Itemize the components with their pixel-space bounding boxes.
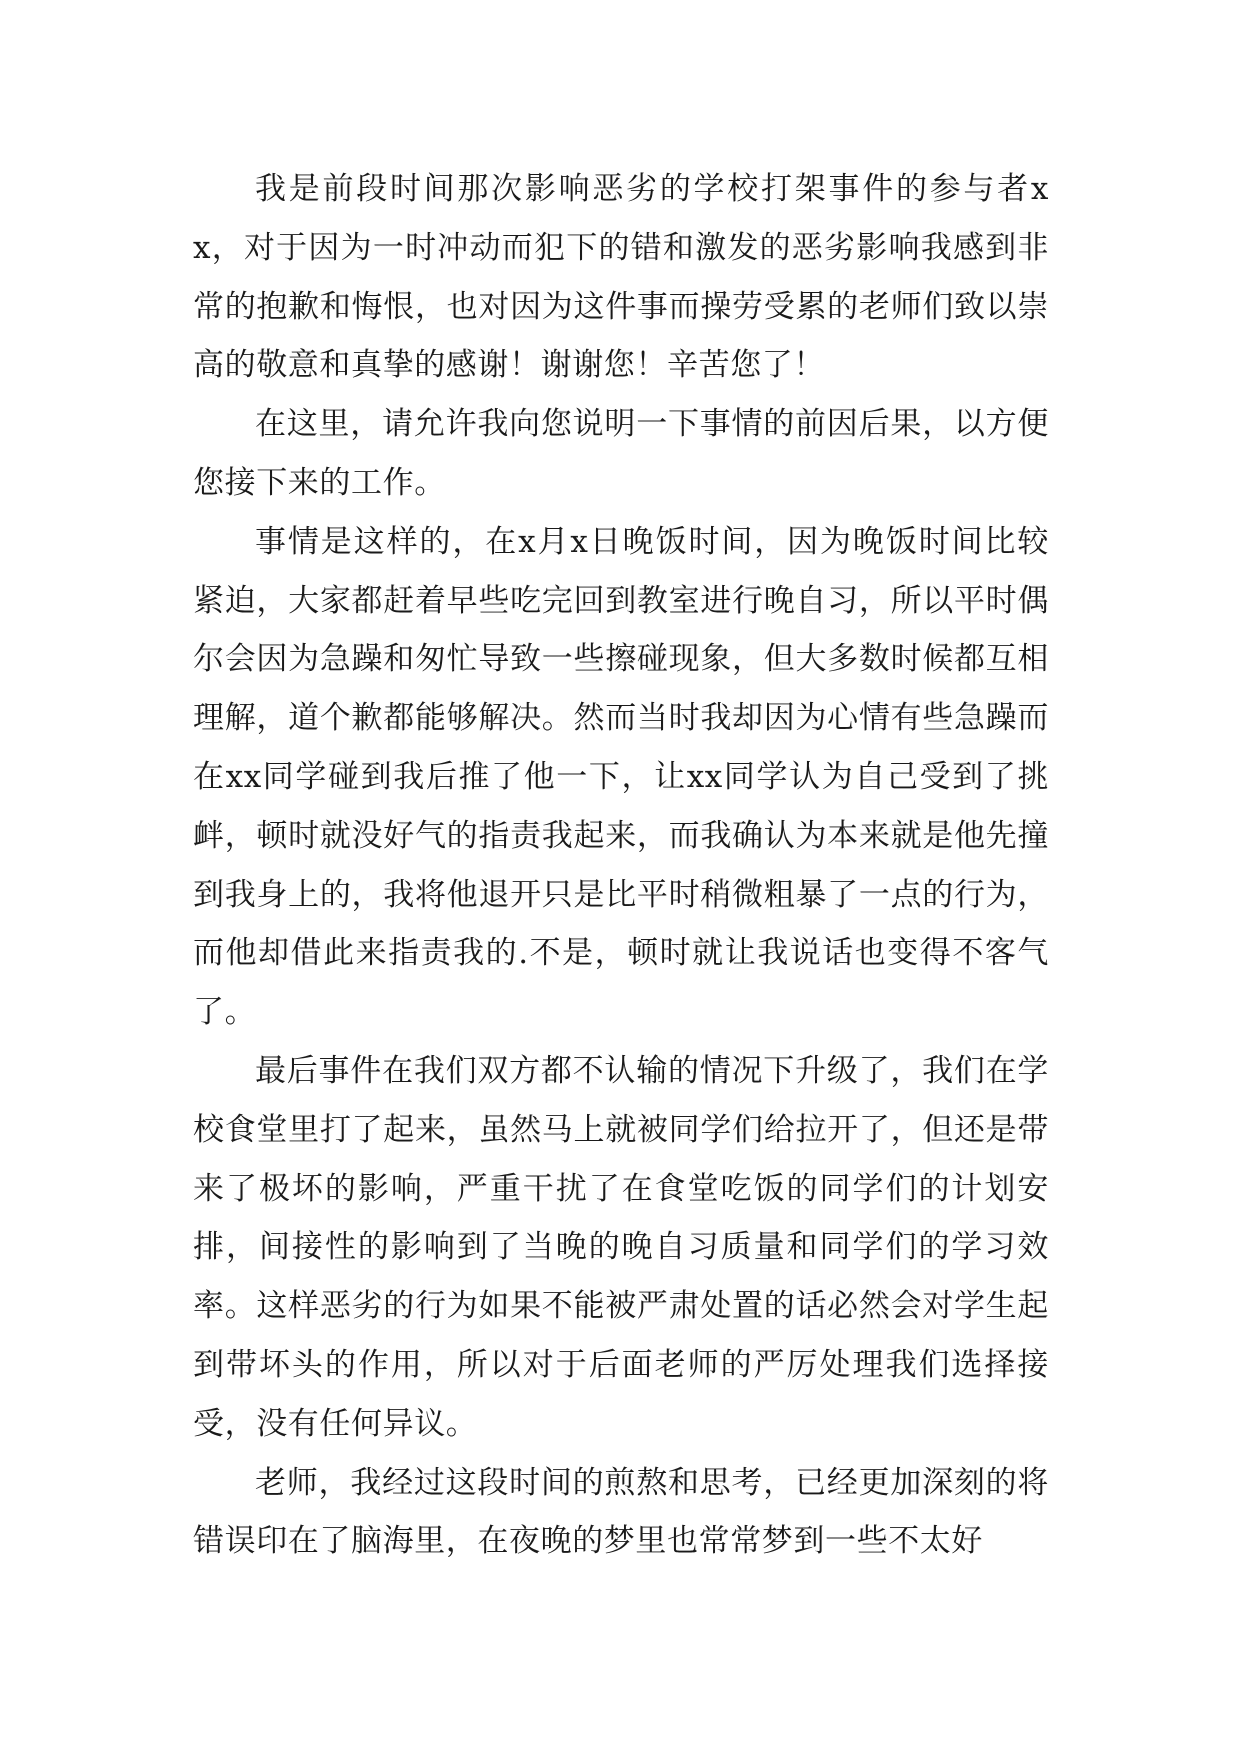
paragraph-5: 老师，我经过这段时间的煎熬和思考，已经更加深刻的将错误印在了脑海里，在夜晚的梦里也常常梦到一些不太好 [193, 1464, 1049, 1560]
document-body [193, 160, 1049, 1571]
paragraph-1: 我是前段时间那次影响恶劣的学校打架事件的参与者xx，对于因为一时冲动而犯下的错和激发的恶劣影响我感到非常的抱歉和悔恨，也对因为这件事而操劳受累的老师们致以崇高的敬意和真挚的感谢！谢谢您！辛苦您了！ [193, 171, 1049, 384]
paragraph-4: 最后事件在我们双方都不认输的情况下升级了，我们在学校食堂里打了起来，虽然马上就被同学们给拉开了，但还是带来了极坏的影响，严重干扰了在食堂吃饭的同学们的计划安排，间接性的影响到了当晚的晚自习质量和同学们的学习效率。这样恶劣的行为如果不能被严肃处置的话必然会对学生起到带坏头的作用，所以对于后面老师的严厉处理我们选择接受，没有任何异议。 [193, 1052, 1049, 1442]
paragraph-2: 在这里，请允许我向您说明一下事情的前因后果，以方便您接下来的工作。 [193, 406, 1049, 501]
paragraph-3: 事情是这样的，在x月x日晚饭时间，因为晚饭时间比较紧迫，大家都赶着早些吃完回到教室进行晚自习，所以平时偶尔会因为急躁和匆忙导致一些擦碰现象，但大多数时候都互相理解，道个歉都能够解决。然而当时我却因为心情有些急躁而在xx同学碰到我后推了他一下，让xx同学认为自己受到了挑衅，顿时就没好气的指责我起来，而我确认为本来就是他先撞到我身上的，我将他退开只是比平时稍微粗暴了一点的行为，而他却借此来指责我的.不是，顿时就让我说话也变得不客气了。 [193, 523, 1049, 1031]
